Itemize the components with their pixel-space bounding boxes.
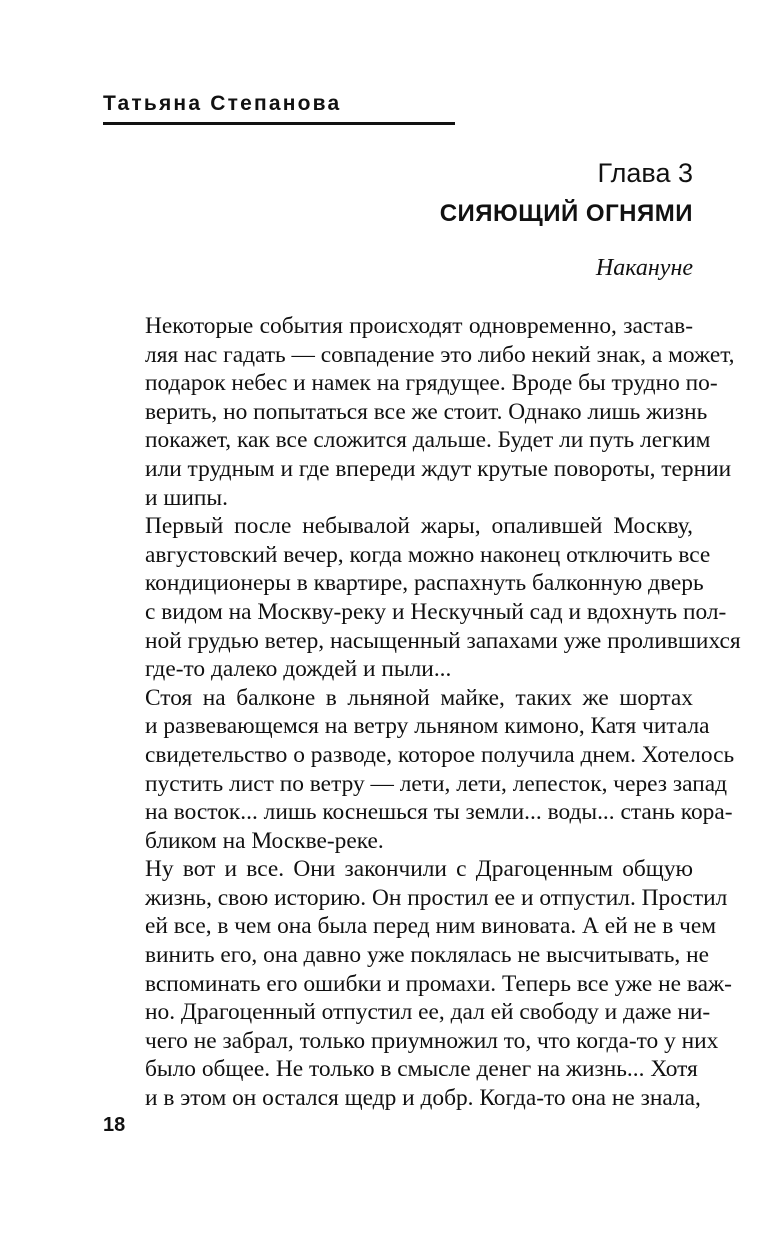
text-line: винить его, она давно уже поклялась не высчитывать, не (145, 942, 710, 969)
text-line: Некоторые события происходят одновременно, застав- (145, 313, 693, 339)
text-line: или трудным и где впереди ждут крутые повороты, тернии (145, 455, 732, 482)
text-line: августовский вечер, когда можно наконец отключить все (145, 541, 711, 568)
text-line: жизнь, свою историю. Он простил ее и отпустил. Простил (145, 884, 728, 911)
text-line: бликом на Москве-реке. (145, 827, 384, 854)
text-line: чего не забрал, только приумножил то, что когда-то у них (145, 1027, 719, 1054)
text-line: Ну вот и все. Они закончили с Драгоценным общую (145, 856, 693, 883)
text-line: вспоминать его ошибки и промахи. Теперь все уже не важ- (145, 970, 732, 997)
page-number: 18 (103, 1114, 126, 1136)
text-line: ей все, в чем она была перед ним виновата. А ей не в чем (145, 913, 717, 940)
paragraph (103, 855, 732, 1112)
paragraph (103, 512, 741, 684)
text-line: свидетельство о разводе, которое получила днем. Хотелось (145, 741, 735, 768)
text-line: покажет, как все сложится дальше. Будет ли путь легким (145, 427, 711, 454)
paragraph (103, 684, 735, 856)
paragraph (103, 312, 735, 512)
text-line: кондиционеры в квартире, распахнуть балконную дверь (145, 570, 704, 597)
text-line: пустить лист по ветру — лети, лети, лепесток, через запад (145, 770, 728, 797)
text-line: верить, но попытаться все же стоит. Однако лишь жизнь (145, 398, 708, 425)
text-line: на восток... лишь коснешься ты земли... воды... стань кора- (145, 799, 733, 826)
text-line: было общее. Не только в смысле денег на жизнь... Хотя (145, 1056, 698, 1083)
chapter-title: СИЯЮЩИЙ ОГНЯМИ (439, 200, 693, 227)
text-line: и шипы. (145, 484, 228, 511)
text-line: с видом на Москву-реку и Нескучный сад и вдохнуть пол- (145, 598, 727, 625)
text-line: и развевающемся на ветру льняном кимоно, Катя читала (145, 713, 710, 740)
text-line: Первый после небывалой жары, опалившей Москву, (145, 513, 693, 540)
text-line: где-то далеко дождей и пыли... (145, 656, 452, 683)
text-line: подарок небес и намек на грядущее. Вроде бы трудно по- (145, 370, 718, 397)
text-line: ляя нас гадать — совпадение это либо некий знак, а может, (145, 341, 735, 368)
chapter-number: Глава 3 (597, 158, 693, 188)
body-text (103, 312, 741, 1113)
text-line: и в этом он остался щедр и добр. Когда-то она не знала, (145, 1085, 701, 1112)
chapter-epigraph: Накануне (595, 255, 693, 281)
text-line: но. Драгоценный отпустил ее, дал ей свободу и даже ни- (145, 999, 711, 1026)
text-line: ной грудью ветер, насыщенный запахами уже пролившихся (145, 627, 741, 654)
running-head-author: Татьяна Степанова (103, 92, 342, 115)
text-line: Стоя на балконе в льняной майке, таких же шортах (145, 684, 693, 711)
header-rule (103, 122, 455, 125)
